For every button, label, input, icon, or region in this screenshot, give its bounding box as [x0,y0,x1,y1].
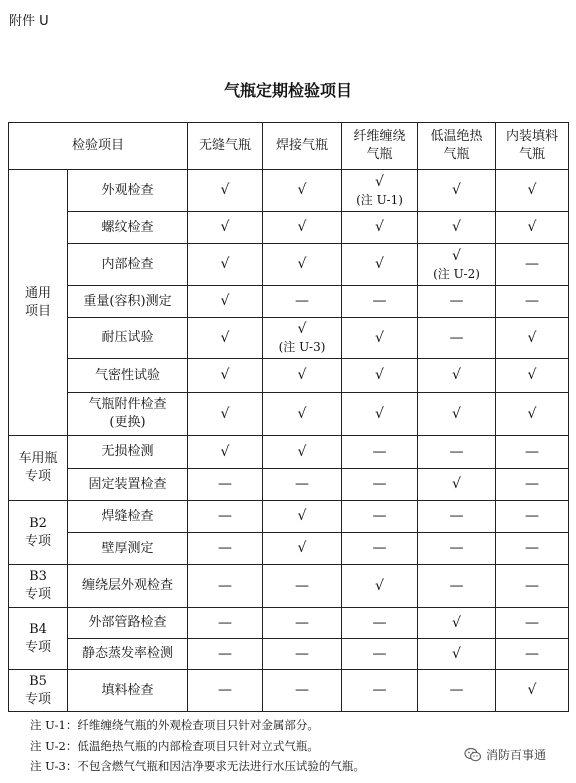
cell-mark: — [418,318,496,359]
item-name: 壁厚测定 [68,533,188,565]
cell-mark: √ [263,359,342,393]
note-ref: (注 U-3) [278,340,326,355]
cell-mark: √ [188,170,263,212]
cell-mark: √ [188,359,263,393]
cell-mark: √ [188,244,263,286]
note-u1: 注 U-1：纤维缠绕气瓶的外观检查项目只针对金属部分。 [30,718,319,732]
cell-mark: — [342,469,418,501]
note-u3: 注 U-3：不包含燃气气瓶和因洁净要求无法进行水压试验的气瓶。 [30,759,365,773]
cell-mark: √ [188,393,263,436]
inspection-table [8,122,569,712]
appendix-label: 附件 U [9,14,49,29]
table-row [9,469,569,501]
cell-mark: — [263,286,342,318]
header-welded: 焊接气瓶 [263,123,342,170]
cell-mark: — [496,286,569,318]
header-fiber-wound: 纤维缠绕 气瓶 [342,123,418,170]
note-ref: (注 U-2) [433,266,480,281]
page-title: 气瓶定期检验项目 [223,81,352,100]
cell-mark-with-note [418,244,496,286]
group-label-vehicle: 车用瓶 专项 [9,436,68,501]
cell-mark: — [496,565,569,608]
cell-mark: √ [263,212,342,244]
cell-mark: √ [263,393,342,436]
cell-mark: √ [188,318,263,359]
header-cryogenic: 低温绝热 气瓶 [418,123,496,170]
cell-mark: — [342,286,418,318]
cell-mark: √ [342,318,418,359]
cell-mark: — [263,670,342,712]
wechat-icon [464,747,482,763]
cell-mark: √ [263,170,342,212]
table-row [9,565,569,608]
header-filled: 内装填料 气瓶 [496,123,569,170]
cell-mark: — [342,608,418,639]
cell-mark: √ [418,639,496,670]
mark: √ [452,247,461,264]
group-label-b4: B4 专项 [9,608,68,670]
cell-mark: √ [496,212,569,244]
mark: √ [297,321,307,338]
item-name: 气密性试验 [68,359,188,393]
cell-mark: — [188,501,263,533]
table-row [9,501,569,533]
cell-mark: — [263,608,342,639]
table-row [9,393,569,436]
header-item: 检验项目 [9,123,188,170]
item-name: 缠绕层外观检查 [68,565,188,608]
cell-mark: — [496,469,569,501]
mark: √ [375,173,384,190]
item-name: 静态蒸发率检测 [68,639,188,670]
cell-mark: √ [342,393,418,436]
item-name: 气瓶附件检查 (更换) [68,393,188,436]
cell-mark: — [188,639,263,670]
item-name: 耐压试验 [68,318,188,359]
cell-mark: √ [342,212,418,244]
cell-mark-with-note [263,318,342,359]
cell-mark: √ [496,170,569,212]
cell-mark: — [263,469,342,501]
cell-mark: √ [418,469,496,501]
cell-mark: √ [418,608,496,639]
cell-mark: — [342,501,418,533]
cell-mark: — [342,670,418,712]
cell-mark: — [342,639,418,670]
cell-mark: √ [496,393,569,436]
table-row [9,608,569,639]
table-row [9,639,569,670]
item-name: 内部检查 [68,244,188,286]
watermark [464,746,546,763]
table-row [9,318,569,359]
group-label-b3: B3 专项 [9,565,68,608]
cell-mark: √ [418,359,496,393]
cell-mark: √ [496,318,569,359]
cell-mark: — [342,533,418,565]
cell-mark: — [263,565,342,608]
note-ref: (注 U-1) [356,192,403,207]
note-u2: 注 U-2：低温绝热气瓶的内部检查项目只针对立式气瓶。 [30,738,319,753]
cell-mark: — [496,436,569,469]
cell-mark: √ [188,286,263,318]
table-row [9,670,569,712]
cell-mark: — [188,670,263,712]
notes-block [30,715,365,777]
cell-mark: — [188,608,263,639]
table-header-row [9,123,569,170]
item-name: 填料检查 [68,670,188,712]
table-row [9,533,569,565]
cell-mark: √ [418,212,496,244]
group-label-b5: B5 专项 [9,670,68,712]
cell-mark: √ [418,170,496,212]
table-row [9,170,569,212]
cell-mark: √ [342,244,418,286]
cell-mark: — [418,501,496,533]
group-label-b2: B2 专项 [9,501,68,565]
cell-mark: — [418,533,496,565]
cell-mark: √ [418,393,496,436]
table-row [9,286,569,318]
cell-mark: — [342,436,418,469]
cell-mark: √ [342,565,418,608]
cell-mark: — [418,565,496,608]
cell-mark: √ [496,359,569,393]
cell-mark: — [263,639,342,670]
item-name: 螺纹检查 [68,212,188,244]
cell-mark: — [418,670,496,712]
cell-mark: — [188,533,263,565]
cell-mark-with-note [342,170,418,212]
header-seamless: 无缝气瓶 [188,123,263,170]
table-row [9,212,569,244]
cell-mark: — [418,436,496,469]
cell-mark: √ [263,244,342,286]
cell-mark: √ [188,212,263,244]
cell-mark: — [496,244,569,286]
item-name: 无损检测 [68,436,188,469]
cell-mark: √ [188,436,263,469]
cell-mark: √ [263,501,342,533]
cell-mark: — [496,533,569,565]
cell-mark: √ [496,670,569,712]
item-name: 焊缝检查 [68,501,188,533]
cell-mark: — [496,501,569,533]
cell-mark: √ [342,359,418,393]
item-name: 外部管路检查 [68,608,188,639]
table-row [9,359,569,393]
cell-mark: — [418,286,496,318]
table-row [9,244,569,286]
table-row [9,436,569,469]
cell-mark: — [188,469,263,501]
cell-mark: √ [263,436,342,469]
group-label-general: 通用 项目 [9,170,68,436]
cell-mark: — [188,565,263,608]
item-name: 固定装置检查 [68,469,188,501]
cell-mark: √ [263,533,342,565]
watermark-text: 消防百事通 [486,748,547,762]
item-name: 外观检查 [68,170,188,212]
cell-mark: — [496,639,569,670]
item-name: 重量(容积)测定 [68,286,188,318]
cell-mark: — [496,608,569,639]
